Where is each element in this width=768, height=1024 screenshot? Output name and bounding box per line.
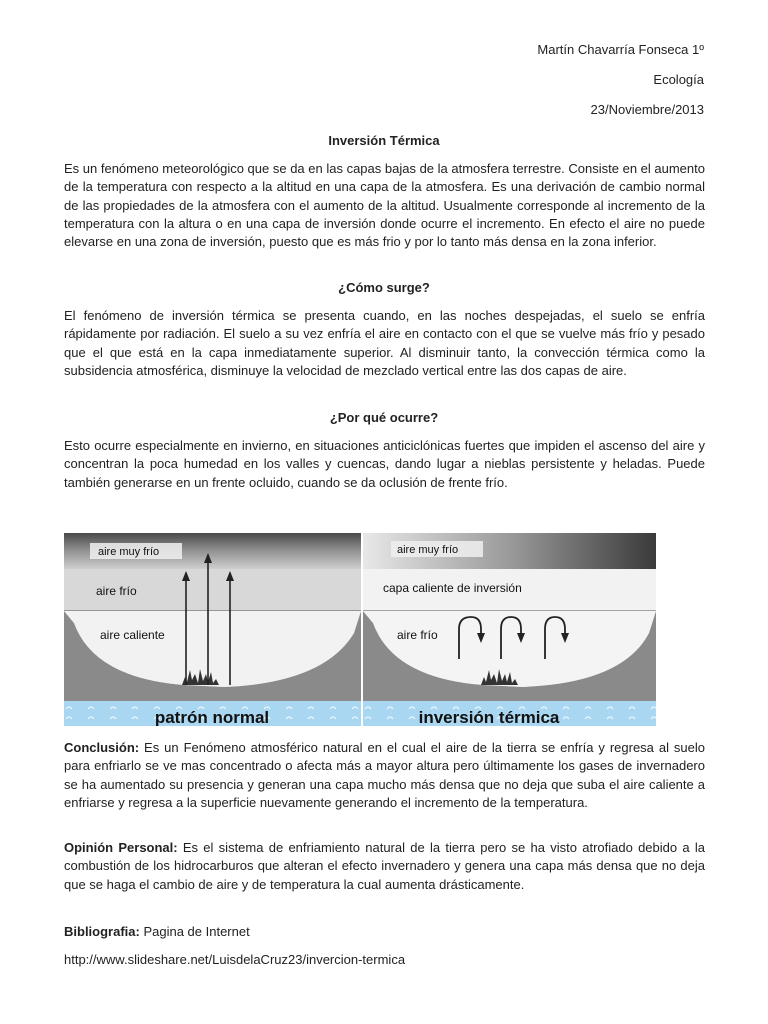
right-caption: inversión térmica bbox=[418, 708, 560, 726]
intro-paragraph: Es un fenómeno meteorológico que se da en las capas bajas de la atmosfera terrestre. Consiste en el aumento de la temperatura con respecto a la altitud en una capa de la atmosfera. Es una derivación de cambio normal de las propiedades de la atmosfera con el aumento de la altitud. Usualmente corresponde al incremento de la temperatura con la altura o en una capa de inversión donde ocurre el incremento. En efecto el aire no puede elevarse en una zona de inversión, puesto que es más frio y por lo tanto más densa en la zona inferior. bbox=[64, 161, 705, 250]
right-bottom-label: aire frío bbox=[397, 628, 438, 642]
subject-name: Ecología bbox=[653, 72, 704, 87]
bibliography-url[interactable]: http://www.slideshare.net/LuisdelaCruz23/invercion-termica bbox=[64, 952, 406, 967]
author-name: Martín Chavarría Fonseca 1º bbox=[537, 42, 704, 57]
left-bottom-label: aire caliente bbox=[100, 628, 165, 642]
bibliography-text: Pagina de Internet bbox=[139, 924, 250, 939]
document-date: 23/Noviembre/2013 bbox=[590, 102, 704, 117]
right-panel-thermal-inversion bbox=[363, 533, 656, 726]
left-top-label: aire muy frío bbox=[98, 546, 160, 558]
por-que-ocurre-paragraph: Esto ocurre especialmente en invierno, en situaciones anticiclónicas fuertes que impiden el ascenso del aire y concentran la poca humedad en los valles y cuencas, dando lugar a nieblas persistente y heladas. Puede también generarse en un frente ocluido, cuando se da oclusión de frente frío. bbox=[64, 438, 705, 490]
left-panel-normal-pattern bbox=[64, 533, 361, 726]
thermal-inversion-diagram bbox=[64, 533, 656, 726]
section-heading-como-surge: ¿Cómo surge? bbox=[338, 280, 430, 295]
document-title: Inversión Térmica bbox=[328, 133, 440, 148]
opinion-text: Es el sistema de enfriamiento natural de la tierra pero se ha visto atrofiado debido a la combustión de los hidrocarburos que alteran el efecto invernadero y genera una capa más densa que no deja que se haga el cambio de aire y de temperatura la cual aumenta drásticamente. bbox=[64, 840, 705, 892]
conclusion-label: Conclusión: bbox=[64, 740, 140, 755]
bibliography-label: Bibliografia: bbox=[64, 924, 140, 939]
opinion-label: Opinión Personal: bbox=[64, 840, 178, 855]
section-heading-por-que-ocurre: ¿Por qué ocurre? bbox=[329, 410, 439, 425]
conclusion-text: Es un Fenómeno atmosférico natural en el cual el aire de la tierra se enfría y regresa al suelo para enfriarlo se ve mas concentrado o afecta más a mayor altura pero últimamente los gases de invernadero se ha aumentado su presencia y generan una capa mucho más densa que no deja que suba el aire caliente a enfriarse y regresa a la superficie nuevamente generando el incremento de la temperatura. bbox=[64, 740, 705, 810]
conclusion-paragraph bbox=[64, 739, 705, 812]
bibliography-paragraph bbox=[64, 923, 705, 941]
right-top-label: aire muy frío bbox=[397, 544, 459, 556]
left-caption: patrón normal bbox=[154, 708, 270, 726]
como-surge-paragraph: El fenómeno de inversión térmica se presenta cuando, en las noches despejadas, el suelo se enfría rápidamente por radiación. El suelo a su vez enfría el aire en contacto con el que se vuelve más frío y pesado que el que está en la capa inmediatamente superior. Al disminuir tanto, la convección térmica como la subsidencia atmosférica, disminuye la velocidad de mezclado vertical entre las dos capas de aire. bbox=[64, 308, 705, 378]
left-mid-label: aire frío bbox=[96, 584, 137, 598]
right-mid-label: capa caliente de inversión bbox=[383, 581, 522, 595]
opinion-paragraph bbox=[64, 839, 705, 894]
